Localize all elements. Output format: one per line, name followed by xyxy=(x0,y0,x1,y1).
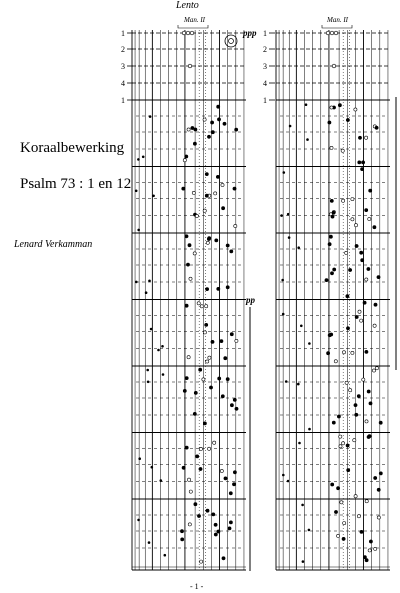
note-filled xyxy=(148,280,151,283)
note-filled xyxy=(358,136,361,139)
note-open xyxy=(326,31,330,35)
note-filled xyxy=(308,529,311,532)
note-filled xyxy=(373,226,376,229)
note-filled xyxy=(289,125,292,128)
piece-subtitle: Psalm 73 : 1 en 12 xyxy=(20,176,132,192)
note-filled xyxy=(216,175,219,178)
manual-label-left: Man. II xyxy=(184,16,205,24)
note-open xyxy=(186,31,190,35)
note-open xyxy=(213,441,216,444)
note-filled xyxy=(298,442,301,445)
note-filled xyxy=(363,556,366,559)
note-filled xyxy=(150,328,153,331)
note-open xyxy=(187,478,190,481)
note-open xyxy=(214,192,217,195)
note-filled xyxy=(222,207,225,210)
note-filled xyxy=(367,390,370,393)
note-open xyxy=(188,523,191,526)
note-filled xyxy=(365,209,368,212)
note-filled xyxy=(224,477,227,480)
note-open xyxy=(339,435,342,438)
circle-mark-inner xyxy=(229,39,234,44)
note-filled xyxy=(146,369,149,372)
manual-bracket xyxy=(178,25,208,28)
note-open xyxy=(200,560,203,563)
note-open xyxy=(365,500,368,503)
note-filled xyxy=(138,457,141,460)
note-open xyxy=(208,356,211,359)
note-open xyxy=(189,490,192,493)
note-filled xyxy=(282,474,285,477)
note-filled xyxy=(287,480,290,483)
note-filled xyxy=(137,519,140,522)
row-label-left: 1 xyxy=(121,29,125,38)
note-filled xyxy=(181,538,184,541)
note-filled xyxy=(220,340,223,343)
note-filled xyxy=(205,173,208,176)
note-filled xyxy=(233,398,236,401)
note-filled xyxy=(300,325,303,328)
note-filled xyxy=(280,214,283,217)
note-filled xyxy=(379,472,382,475)
note-open xyxy=(368,217,371,220)
note-open xyxy=(334,31,338,35)
note-filled xyxy=(230,404,233,407)
note-filled xyxy=(329,235,332,238)
note-filled xyxy=(185,235,188,238)
note-open xyxy=(330,106,333,109)
note-filled xyxy=(337,487,340,490)
note-open xyxy=(374,547,377,550)
note-filled xyxy=(160,479,163,482)
note-filled xyxy=(193,412,196,415)
note-filled xyxy=(369,189,372,192)
manual-label-right: Man. II xyxy=(327,16,348,24)
note-filled xyxy=(222,557,225,560)
note-filled xyxy=(374,303,377,306)
manual-bracket xyxy=(322,25,352,28)
note-open xyxy=(330,31,334,35)
note-filled xyxy=(226,244,229,247)
note-open xyxy=(199,447,202,450)
note-filled xyxy=(206,288,209,291)
note-filled xyxy=(182,187,185,190)
note-filled xyxy=(211,131,214,134)
note-filled xyxy=(230,250,233,253)
note-filled xyxy=(337,415,340,418)
note-open xyxy=(345,381,348,384)
note-filled xyxy=(207,135,210,138)
note-filled xyxy=(377,276,380,279)
note-open xyxy=(343,522,346,525)
note-filled xyxy=(301,504,304,507)
note-open xyxy=(197,302,200,305)
note-filled xyxy=(332,211,335,214)
note-filled xyxy=(199,368,202,371)
note-filled xyxy=(199,467,202,470)
note-filled xyxy=(193,142,196,145)
note-open xyxy=(206,241,209,244)
note-filled xyxy=(362,161,365,164)
note-filled xyxy=(285,380,288,383)
note-filled xyxy=(211,121,214,124)
note-open xyxy=(203,209,206,212)
note-filled xyxy=(342,537,345,540)
note-open xyxy=(351,218,354,221)
note-open xyxy=(345,251,348,254)
note-filled xyxy=(229,492,232,495)
piece-title: Koraalbewerking xyxy=(20,140,125,156)
note-open xyxy=(200,305,203,308)
note-filled xyxy=(297,246,300,249)
note-filled xyxy=(365,559,368,562)
note-open xyxy=(189,277,192,280)
note-filled xyxy=(214,533,217,536)
note-filled xyxy=(180,530,183,533)
note-filled xyxy=(361,168,364,171)
note-open xyxy=(353,439,356,442)
note-open xyxy=(183,159,186,162)
note-filled xyxy=(346,118,349,121)
note-filled xyxy=(214,523,217,526)
note-filled xyxy=(232,483,235,486)
note-filled xyxy=(206,509,209,512)
note-open xyxy=(202,378,205,381)
note-filled xyxy=(346,444,349,447)
row-label-left: 4 xyxy=(121,79,125,88)
note-open xyxy=(339,445,342,448)
note-open xyxy=(334,360,337,363)
note-filled xyxy=(325,279,328,282)
note-filled xyxy=(233,471,236,474)
note-filled xyxy=(151,466,154,469)
note-filled xyxy=(217,105,220,108)
note-open xyxy=(351,198,354,201)
note-filled xyxy=(363,301,366,304)
note-open xyxy=(337,534,340,537)
note-filled xyxy=(226,286,229,289)
note-open xyxy=(377,516,380,519)
system-right xyxy=(276,30,390,570)
row-label-right: 1 xyxy=(263,96,267,105)
note-filled xyxy=(135,190,138,193)
note-open xyxy=(354,495,357,498)
note-filled xyxy=(215,239,218,242)
score-marks xyxy=(135,25,396,571)
note-filled xyxy=(224,357,227,360)
note-open xyxy=(206,360,209,363)
note-filled xyxy=(361,259,364,262)
note-open xyxy=(203,118,206,121)
note-open xyxy=(360,319,363,322)
note-filled xyxy=(186,263,189,266)
note-filled xyxy=(157,349,160,352)
note-open xyxy=(365,420,368,423)
page-number: - 1 - xyxy=(190,582,204,591)
score-systems xyxy=(132,30,390,570)
circle-mark-icon xyxy=(225,35,237,47)
note-filled xyxy=(185,304,188,307)
note-filled xyxy=(297,383,300,386)
note-filled xyxy=(228,527,231,530)
note-filled xyxy=(217,287,220,290)
note-filled xyxy=(203,422,206,425)
note-filled xyxy=(185,446,188,449)
row-label-left: 3 xyxy=(121,62,125,71)
note-filled xyxy=(217,118,220,121)
note-filled xyxy=(355,413,358,416)
note-open xyxy=(365,136,368,139)
note-open xyxy=(192,191,195,194)
note-open xyxy=(182,31,186,35)
note-filled xyxy=(328,243,331,246)
note-open xyxy=(187,128,190,131)
note-open xyxy=(351,351,354,354)
note-filled xyxy=(355,315,358,318)
system-left xyxy=(132,30,246,570)
note-filled xyxy=(375,126,378,129)
note-open xyxy=(205,305,208,308)
note-filled xyxy=(308,428,311,431)
note-filled xyxy=(205,194,208,197)
note-filled xyxy=(142,156,145,159)
note-filled xyxy=(194,128,197,131)
note-filled xyxy=(191,126,194,129)
note-filled xyxy=(379,421,382,424)
note-filled xyxy=(182,466,185,469)
note-filled xyxy=(346,295,349,298)
note-filled xyxy=(330,272,333,275)
note-filled xyxy=(218,377,221,380)
note-filled xyxy=(223,122,226,125)
note-open xyxy=(187,356,190,359)
note-filled xyxy=(328,334,331,337)
note-filled xyxy=(306,138,309,141)
note-filled xyxy=(212,513,215,516)
note-filled xyxy=(229,521,232,524)
row-label-right: 2 xyxy=(263,45,267,54)
note-open xyxy=(365,278,368,281)
note-filled xyxy=(147,381,150,384)
note-filled xyxy=(137,229,140,232)
note-filled xyxy=(367,267,370,270)
note-open xyxy=(221,183,224,186)
row-label-right: 1 xyxy=(263,29,267,38)
note-filled xyxy=(287,213,290,216)
note-filled xyxy=(194,391,197,394)
note-open xyxy=(362,378,365,381)
note-filled xyxy=(221,395,224,398)
note-open xyxy=(341,149,344,152)
row-label-left: 2 xyxy=(121,45,125,54)
note-open xyxy=(357,515,360,518)
note-filled xyxy=(135,281,138,284)
note-filled xyxy=(185,155,188,158)
note-open xyxy=(208,447,211,450)
note-filled xyxy=(152,195,155,198)
note-open xyxy=(349,389,352,392)
note-filled xyxy=(194,503,197,506)
note-filled xyxy=(349,268,352,271)
note-filled xyxy=(235,128,238,131)
note-open xyxy=(188,64,192,68)
note-open xyxy=(373,324,376,327)
note-filled xyxy=(233,187,236,190)
note-open xyxy=(235,339,238,342)
dynamic-pp: pp xyxy=(246,295,255,305)
note-filled xyxy=(161,345,164,348)
note-open xyxy=(368,549,371,552)
note-filled xyxy=(334,510,337,513)
note-filled xyxy=(331,483,334,486)
note-filled xyxy=(338,104,341,107)
note-filled xyxy=(183,389,186,392)
note-filled xyxy=(282,313,285,316)
note-open xyxy=(332,64,336,68)
note-filled xyxy=(369,402,372,405)
note-filled xyxy=(360,251,363,254)
row-label-left: 1 xyxy=(121,96,125,105)
note-open xyxy=(354,224,357,227)
note-filled xyxy=(330,199,333,202)
note-open xyxy=(372,369,375,372)
note-filled xyxy=(305,103,308,106)
note-filled xyxy=(302,560,305,563)
note-filled xyxy=(374,476,377,479)
note-open xyxy=(354,108,357,111)
row-label-right: 3 xyxy=(263,62,267,71)
note-filled xyxy=(355,244,358,247)
tempo-marking: Lento xyxy=(176,0,199,11)
dynamic-ppp: ppp xyxy=(243,28,257,38)
note-open xyxy=(193,252,196,255)
note-filled xyxy=(235,407,238,410)
note-filled xyxy=(365,350,368,353)
composer-name: Lenard Verkamman xyxy=(14,239,93,250)
note-filled xyxy=(332,421,335,424)
note-filled xyxy=(196,455,199,458)
note-open xyxy=(234,224,237,227)
note-filled xyxy=(328,121,331,124)
note-filled xyxy=(346,327,349,330)
note-open xyxy=(203,331,206,334)
note-open xyxy=(342,199,345,202)
note-open xyxy=(220,469,223,472)
note-filled xyxy=(226,378,229,381)
note-filled xyxy=(377,488,380,491)
note-filled xyxy=(197,514,200,517)
note-filled xyxy=(185,377,188,380)
note-open xyxy=(195,214,198,217)
note-filled xyxy=(360,530,363,533)
note-filled xyxy=(145,291,148,294)
note-filled xyxy=(207,237,210,240)
note-filled xyxy=(209,386,212,389)
note-filled xyxy=(148,541,151,544)
note-filled xyxy=(327,352,330,355)
note-open xyxy=(342,442,345,445)
note-filled xyxy=(205,323,208,326)
note-open xyxy=(358,310,361,313)
note-filled xyxy=(369,540,372,543)
note-filled xyxy=(230,333,233,336)
note-filled xyxy=(354,404,357,407)
note-filled xyxy=(217,530,220,533)
note-filled xyxy=(188,244,191,247)
note-filled xyxy=(368,435,371,438)
note-filled xyxy=(164,554,167,557)
note-open xyxy=(330,146,333,149)
note-filled xyxy=(162,373,165,376)
note-open xyxy=(190,31,194,35)
note-filled xyxy=(149,115,152,118)
note-filled xyxy=(283,171,286,174)
note-filled xyxy=(358,161,361,164)
note-filled xyxy=(331,215,334,218)
note-filled xyxy=(288,236,291,239)
note-filled xyxy=(347,469,350,472)
note-filled xyxy=(211,340,214,343)
note-filled xyxy=(281,279,284,282)
note-filled xyxy=(333,268,336,271)
note-filled xyxy=(357,395,360,398)
note-open xyxy=(375,367,378,370)
note-filled xyxy=(308,342,311,345)
note-open xyxy=(342,351,345,354)
note-open xyxy=(340,501,343,504)
note-filled xyxy=(137,158,140,161)
row-label-right: 4 xyxy=(263,79,267,88)
row-labels xyxy=(121,29,275,105)
